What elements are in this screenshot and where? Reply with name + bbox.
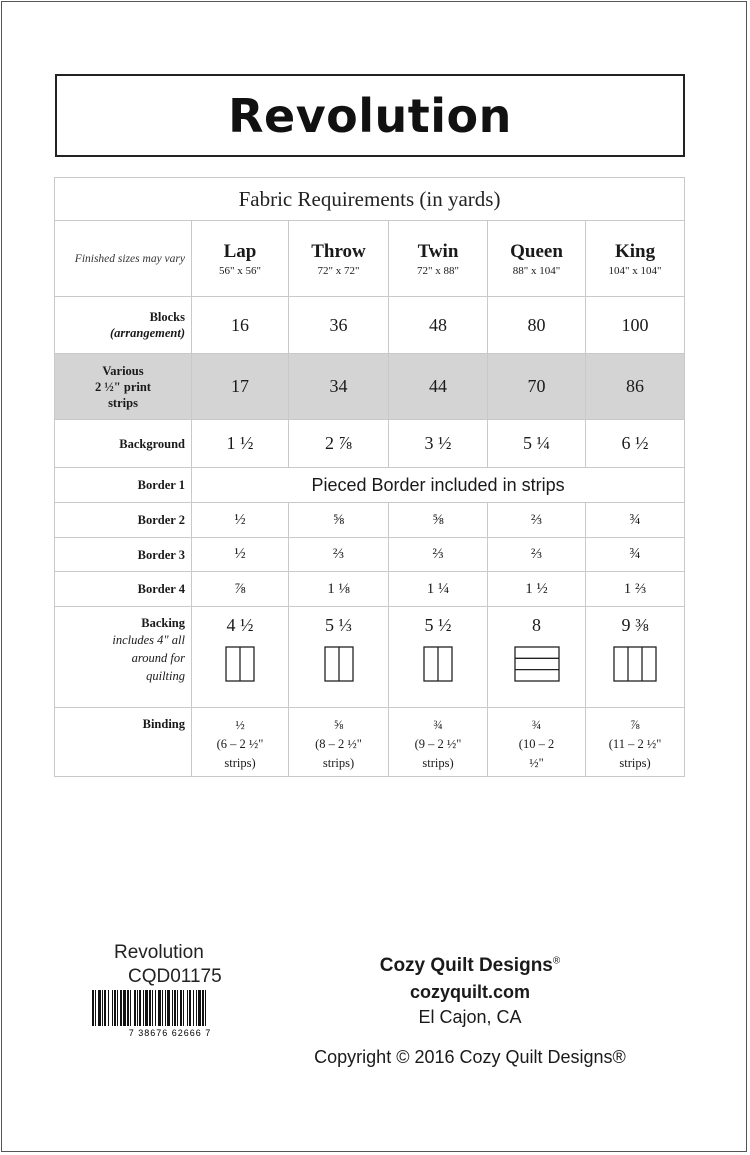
- barcode-bar: [172, 990, 173, 1026]
- barcode-bar: [108, 990, 109, 1026]
- table-cell: 17: [192, 354, 289, 420]
- table-cell: 1 ¼: [389, 572, 488, 607]
- table-cell: 16: [192, 297, 289, 354]
- border2-label: Border 2: [55, 503, 192, 538]
- table-cell: ⅝: [289, 503, 389, 538]
- barcode-bar: [117, 990, 118, 1026]
- table-cell: 1 ⅛: [289, 572, 389, 607]
- table-cell: 80: [488, 297, 586, 354]
- size-header-lap: [192, 221, 289, 297]
- table-cell: 3 ½: [389, 420, 488, 468]
- blocks-sublabel: (arrangement): [110, 326, 185, 340]
- barcode-bar: [167, 990, 170, 1026]
- barcode-bar: [92, 990, 94, 1026]
- barcode-bar: [177, 990, 178, 1026]
- barcode-bar: [202, 990, 204, 1026]
- table-cell: 48: [389, 297, 488, 354]
- barcode-bar: [162, 990, 163, 1026]
- barcode-bar: [183, 990, 184, 1026]
- barcode-bar: [104, 990, 106, 1026]
- border3-label: Border 3: [55, 538, 192, 572]
- table-cell: 5 ¼: [488, 420, 586, 468]
- table-cell: 86: [586, 354, 685, 420]
- backing-row: [55, 607, 685, 708]
- backing-cell: [192, 607, 289, 708]
- barcode-bar: [137, 990, 138, 1026]
- table-cell: 2 ⅞: [289, 420, 389, 468]
- finished-size-note: Finished sizes may vary: [55, 221, 192, 297]
- company-name: Cozy Quilt Designs®: [379, 955, 561, 976]
- table-cell: ½: [192, 503, 289, 538]
- table-cell: ¾: [586, 503, 685, 538]
- backing-note: quilting: [146, 669, 185, 683]
- barcode-pattern-name: Revolution: [114, 942, 204, 963]
- size-dimensions: 72" x 88": [417, 264, 459, 277]
- backing-amount: 9 ⅜: [621, 615, 649, 635]
- backing-cell: [289, 607, 389, 708]
- barcode-bar: [139, 990, 141, 1026]
- table-cell: 1 ⅔: [586, 572, 685, 607]
- backing-layout-icon: [423, 646, 453, 682]
- border4-row: [55, 572, 685, 607]
- backing-amount: 5 ½: [424, 615, 452, 635]
- size-name: Throw: [311, 240, 366, 262]
- table-cell: 70: [488, 354, 586, 420]
- barcode-bar: [134, 990, 136, 1026]
- backing-layout-icon: [514, 646, 560, 682]
- backing-layout-icon: [324, 646, 354, 682]
- size-name: Twin: [417, 240, 459, 262]
- barcode-bar: [102, 990, 103, 1026]
- strips-label: Various 2 ½" print strips: [55, 354, 192, 420]
- table-cell: ⅔: [389, 538, 488, 572]
- size-dimensions: 88" x 104": [512, 264, 561, 277]
- table-cell: 34: [289, 354, 389, 420]
- size-header-twin: [389, 221, 488, 297]
- table-cell: ½: [192, 538, 289, 572]
- size-dimensions: 104" x 104": [608, 264, 662, 277]
- barcode-bar: [127, 990, 129, 1026]
- fabric-requirements-table: [54, 177, 685, 777]
- barcode-bar: [149, 990, 151, 1026]
- backing-amount: 4 ½: [226, 615, 254, 635]
- barcode-bar: [143, 990, 144, 1026]
- barcode-pattern-code: CQD01175: [128, 966, 222, 987]
- barcode-bar: [98, 990, 101, 1026]
- publisher-info: [260, 955, 680, 1068]
- table-cell: ¾: [586, 538, 685, 572]
- copyright-notice: Copyright © 2016 Cozy Quilt Designs®: [314, 1047, 626, 1067]
- backing-note: around for: [131, 651, 185, 665]
- binding-cell: ½ (6 – 2 ½" strips): [192, 708, 289, 777]
- border1-label: Border 1: [55, 468, 192, 503]
- website: cozyquilt.com: [409, 982, 530, 1002]
- barcode-bar: [158, 990, 161, 1026]
- size-header-king: [586, 221, 685, 297]
- backing-cell: [488, 607, 586, 708]
- strips-row: [55, 354, 685, 420]
- backing-cell: [389, 607, 488, 708]
- binding-label: Binding: [55, 708, 192, 777]
- size-header-row: [55, 221, 685, 297]
- barcode: [90, 990, 252, 1038]
- backing-layout-icon: [225, 646, 255, 682]
- size-name: King: [614, 240, 656, 262]
- barcode-bar: [180, 990, 182, 1026]
- table-caption: Fabric Requirements (in yards): [55, 178, 685, 221]
- binding-cell: ⅞ (11 – 2 ½" strips): [586, 708, 685, 777]
- table-cell: ⅔: [289, 538, 389, 572]
- barcode-digits: 7 38676 62666 7: [128, 1028, 212, 1038]
- barcode-bar: [112, 990, 113, 1026]
- binding-cell: ¾ (10 – 2 ½": [488, 708, 586, 777]
- border2-row: [55, 503, 685, 538]
- table-cell: 1 ½: [192, 420, 289, 468]
- barcode-bar: [114, 990, 116, 1026]
- registered-mark: ®: [552, 955, 561, 967]
- table-cell: ⅝: [389, 503, 488, 538]
- size-header-queen: [488, 221, 586, 297]
- table-cell: 6 ½: [586, 420, 685, 468]
- size-name: Queen: [510, 240, 563, 262]
- border1-row: [55, 468, 685, 503]
- barcode-bar: [95, 990, 96, 1026]
- table-cell: 100: [586, 297, 685, 354]
- background-label: Background: [55, 420, 192, 468]
- size-dimensions: 56" x 56": [219, 264, 261, 277]
- size-name: Lap: [223, 240, 257, 262]
- backing-layout-icon: [613, 646, 657, 682]
- backing-cell: [586, 607, 685, 708]
- backing-note: includes 4" all: [112, 633, 185, 647]
- pattern-title: Revolution: [228, 88, 512, 143]
- barcode-bar: [152, 990, 153, 1026]
- barcode-bar: [193, 990, 194, 1026]
- table-cell: ⅞: [192, 572, 289, 607]
- blocks-row: [55, 297, 685, 354]
- table-cell: ⅔: [488, 503, 586, 538]
- barcode-bar: [174, 990, 176, 1026]
- border3-row: [55, 538, 685, 572]
- location: El Cajon, CA: [418, 1007, 522, 1027]
- table-cell: 1 ½: [488, 572, 586, 607]
- binding-cell: ⅝ (8 – 2 ½" strips): [289, 708, 389, 777]
- barcode-bar: [123, 990, 126, 1026]
- size-header-throw: [289, 221, 389, 297]
- binding-cell: ¾ (9 – 2 ½" strips): [389, 708, 488, 777]
- barcode-bar: [187, 990, 188, 1026]
- size-dimensions: 72" x 72": [317, 264, 360, 277]
- barcode-bar: [189, 990, 191, 1026]
- barcode-bar: [205, 990, 206, 1026]
- barcode-bar: [145, 990, 148, 1026]
- border1-note: Pieced Border included in strips: [192, 468, 685, 503]
- barcode-bar: [130, 990, 131, 1026]
- barcode-bar: [120, 990, 122, 1026]
- table-cell: 36: [289, 297, 389, 354]
- backing-label: Backing includes 4" all around for quilting: [55, 607, 192, 708]
- backing-amount: 8: [532, 615, 541, 635]
- barcode-bar: [165, 990, 166, 1026]
- barcode-bar: [198, 990, 201, 1026]
- border4-label: Border 4: [55, 572, 192, 607]
- backing-amount: 5 ⅓: [325, 615, 352, 635]
- binding-row: [55, 708, 685, 777]
- background-row: [55, 420, 685, 468]
- blocks-label: Blocks (arrangement): [55, 297, 192, 354]
- barcode-bar: [155, 990, 156, 1026]
- title-box: [55, 74, 685, 157]
- table-cell: ⅔: [488, 538, 586, 572]
- table-cell: 44: [389, 354, 488, 420]
- barcode-bar: [196, 990, 197, 1026]
